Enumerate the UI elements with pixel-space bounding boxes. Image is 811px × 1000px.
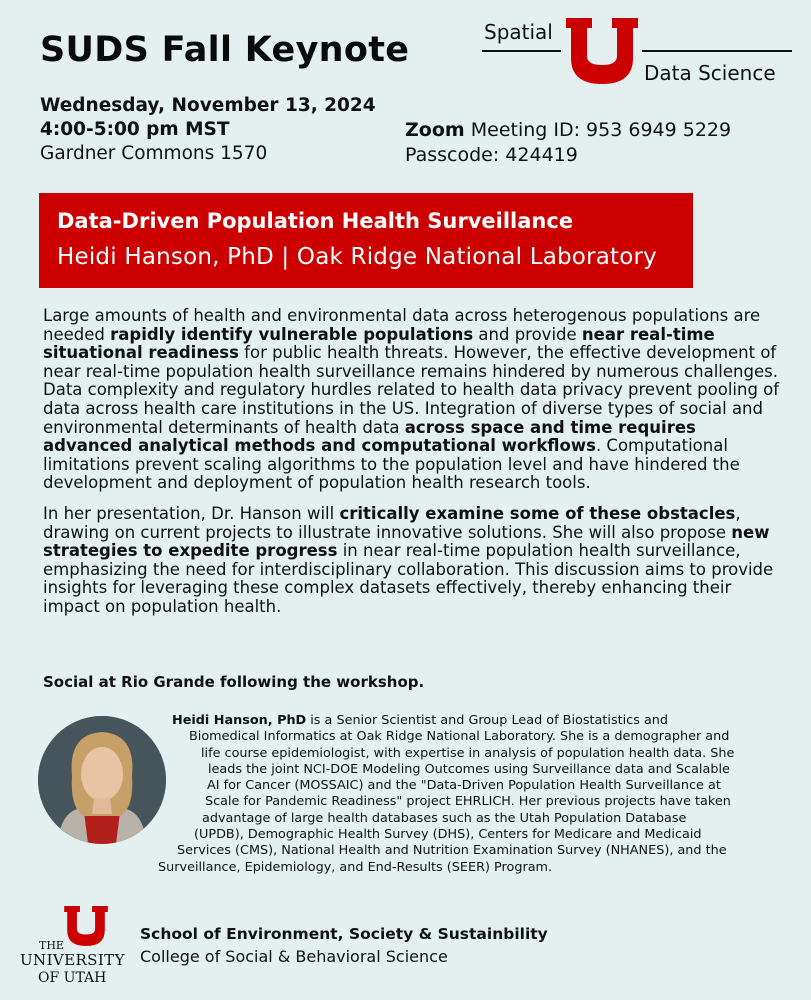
event-date: Wednesday, November 13, 2024 bbox=[40, 95, 376, 116]
block-u-icon bbox=[566, 18, 638, 84]
talk-title: Data-Driven Population Health Surveillance bbox=[57, 209, 574, 233]
speaker-photo bbox=[38, 716, 166, 844]
bio-name: Heidi Hanson, PhD bbox=[172, 713, 307, 728]
logo-university-text: UNIVERSITY bbox=[20, 951, 125, 969]
school-name: School of Environment, Society & Sustainbility bbox=[140, 925, 548, 943]
logo-data-science-text: Data Science bbox=[644, 61, 776, 85]
zoom-meeting-id: Meeting ID: 953 6949 5229 bbox=[470, 119, 732, 141]
social-note: Social at Rio Grande following the workshop. bbox=[43, 673, 425, 691]
speaker-bio: Heidi Hanson, PhD is a Senior Scientist and Group Lead of Biostatistics and Biomedical Informatics at Oak Ridge National Laboratory. She is a demographer and life course epidemiologist, with expertise in analysis of population health data. She leads the joint NCI-DOE Modeling Outcomes using Surveillance data and Scalable AI for Cancer (MOSSAIC) and the "Data-Driven Population Health Surveillance at Scale for Pandemic Readiness" project EHRLICH. Her previous projects have taken advantage of large health databases such as the Utah Population Database (UPDB), Demographic Health Survey (DHS), Centers for Medicare and Medicaid Services (CMS), National Health and Nutrition Examination Survey (NHANES), and the Surveillance, Epidemiology, and End-Results (SEER) Program. bbox=[158, 713, 735, 875]
university-of-utah-logo bbox=[20, 906, 135, 988]
zoom-details bbox=[405, 118, 731, 168]
footer-block-u-icon bbox=[63, 906, 109, 946]
abstract-paragraph-1: Large amounts of health and environmental data across heterogenous populations are needed rapidly identify vulnerable populations and provide near real-time situational readiness for public health threats. However, the effective development of near real-time population health surveillance remains hindered by numerous challenges. Data complexity and regulatory hurdles related to health data privacy prevent pooling of data across health care institutions in the US. Integration of diverse types of social and environmental determinants of health data across space and time requires advanced analytical methods and computational workflows. Computational limitations prevent scaling algorithms to the population level and have hindered the development and deployment of population health research tools. bbox=[43, 306, 780, 493]
zoom-passcode: Passcode: 424419 bbox=[405, 144, 578, 166]
event-details bbox=[40, 94, 376, 166]
event-title: SUDS Fall Keynote bbox=[40, 30, 410, 70]
logo-the-text: THE bbox=[39, 939, 64, 952]
abstract-paragraph-2: In her presentation, Dr. Hanson will critically examine some of these obstacles, drawing on current projects to illustrate innovative solutions. She will also propose new strategies to expedite progress in near real-time population health surveillance, emphasizing the need for interdisciplinary collaboration. This discussion aims to provide insights for leveraging these complex datasets effectively, thereby enhancing their impact on population health. bbox=[43, 503, 774, 616]
speaker-affiliation: Heidi Hanson, PhD | Oak Ridge National Laboratory bbox=[57, 244, 657, 270]
logo-spatial-text: Spatial bbox=[484, 20, 553, 44]
college-name: College of Social & Behavioral Science bbox=[140, 947, 448, 966]
logo-rule-right bbox=[642, 50, 792, 52]
talk-banner bbox=[39, 193, 693, 288]
zoom-label: Zoom bbox=[405, 119, 465, 141]
spatial-data-science-logo bbox=[482, 18, 794, 88]
event-location: Gardner Commons 1570 bbox=[40, 143, 268, 164]
event-time: 4:00-5:00 pm MST bbox=[40, 119, 230, 140]
abstract bbox=[43, 307, 783, 629]
logo-rule-left bbox=[482, 50, 561, 52]
logo-of-utah-text: OF UTAH bbox=[38, 970, 107, 986]
